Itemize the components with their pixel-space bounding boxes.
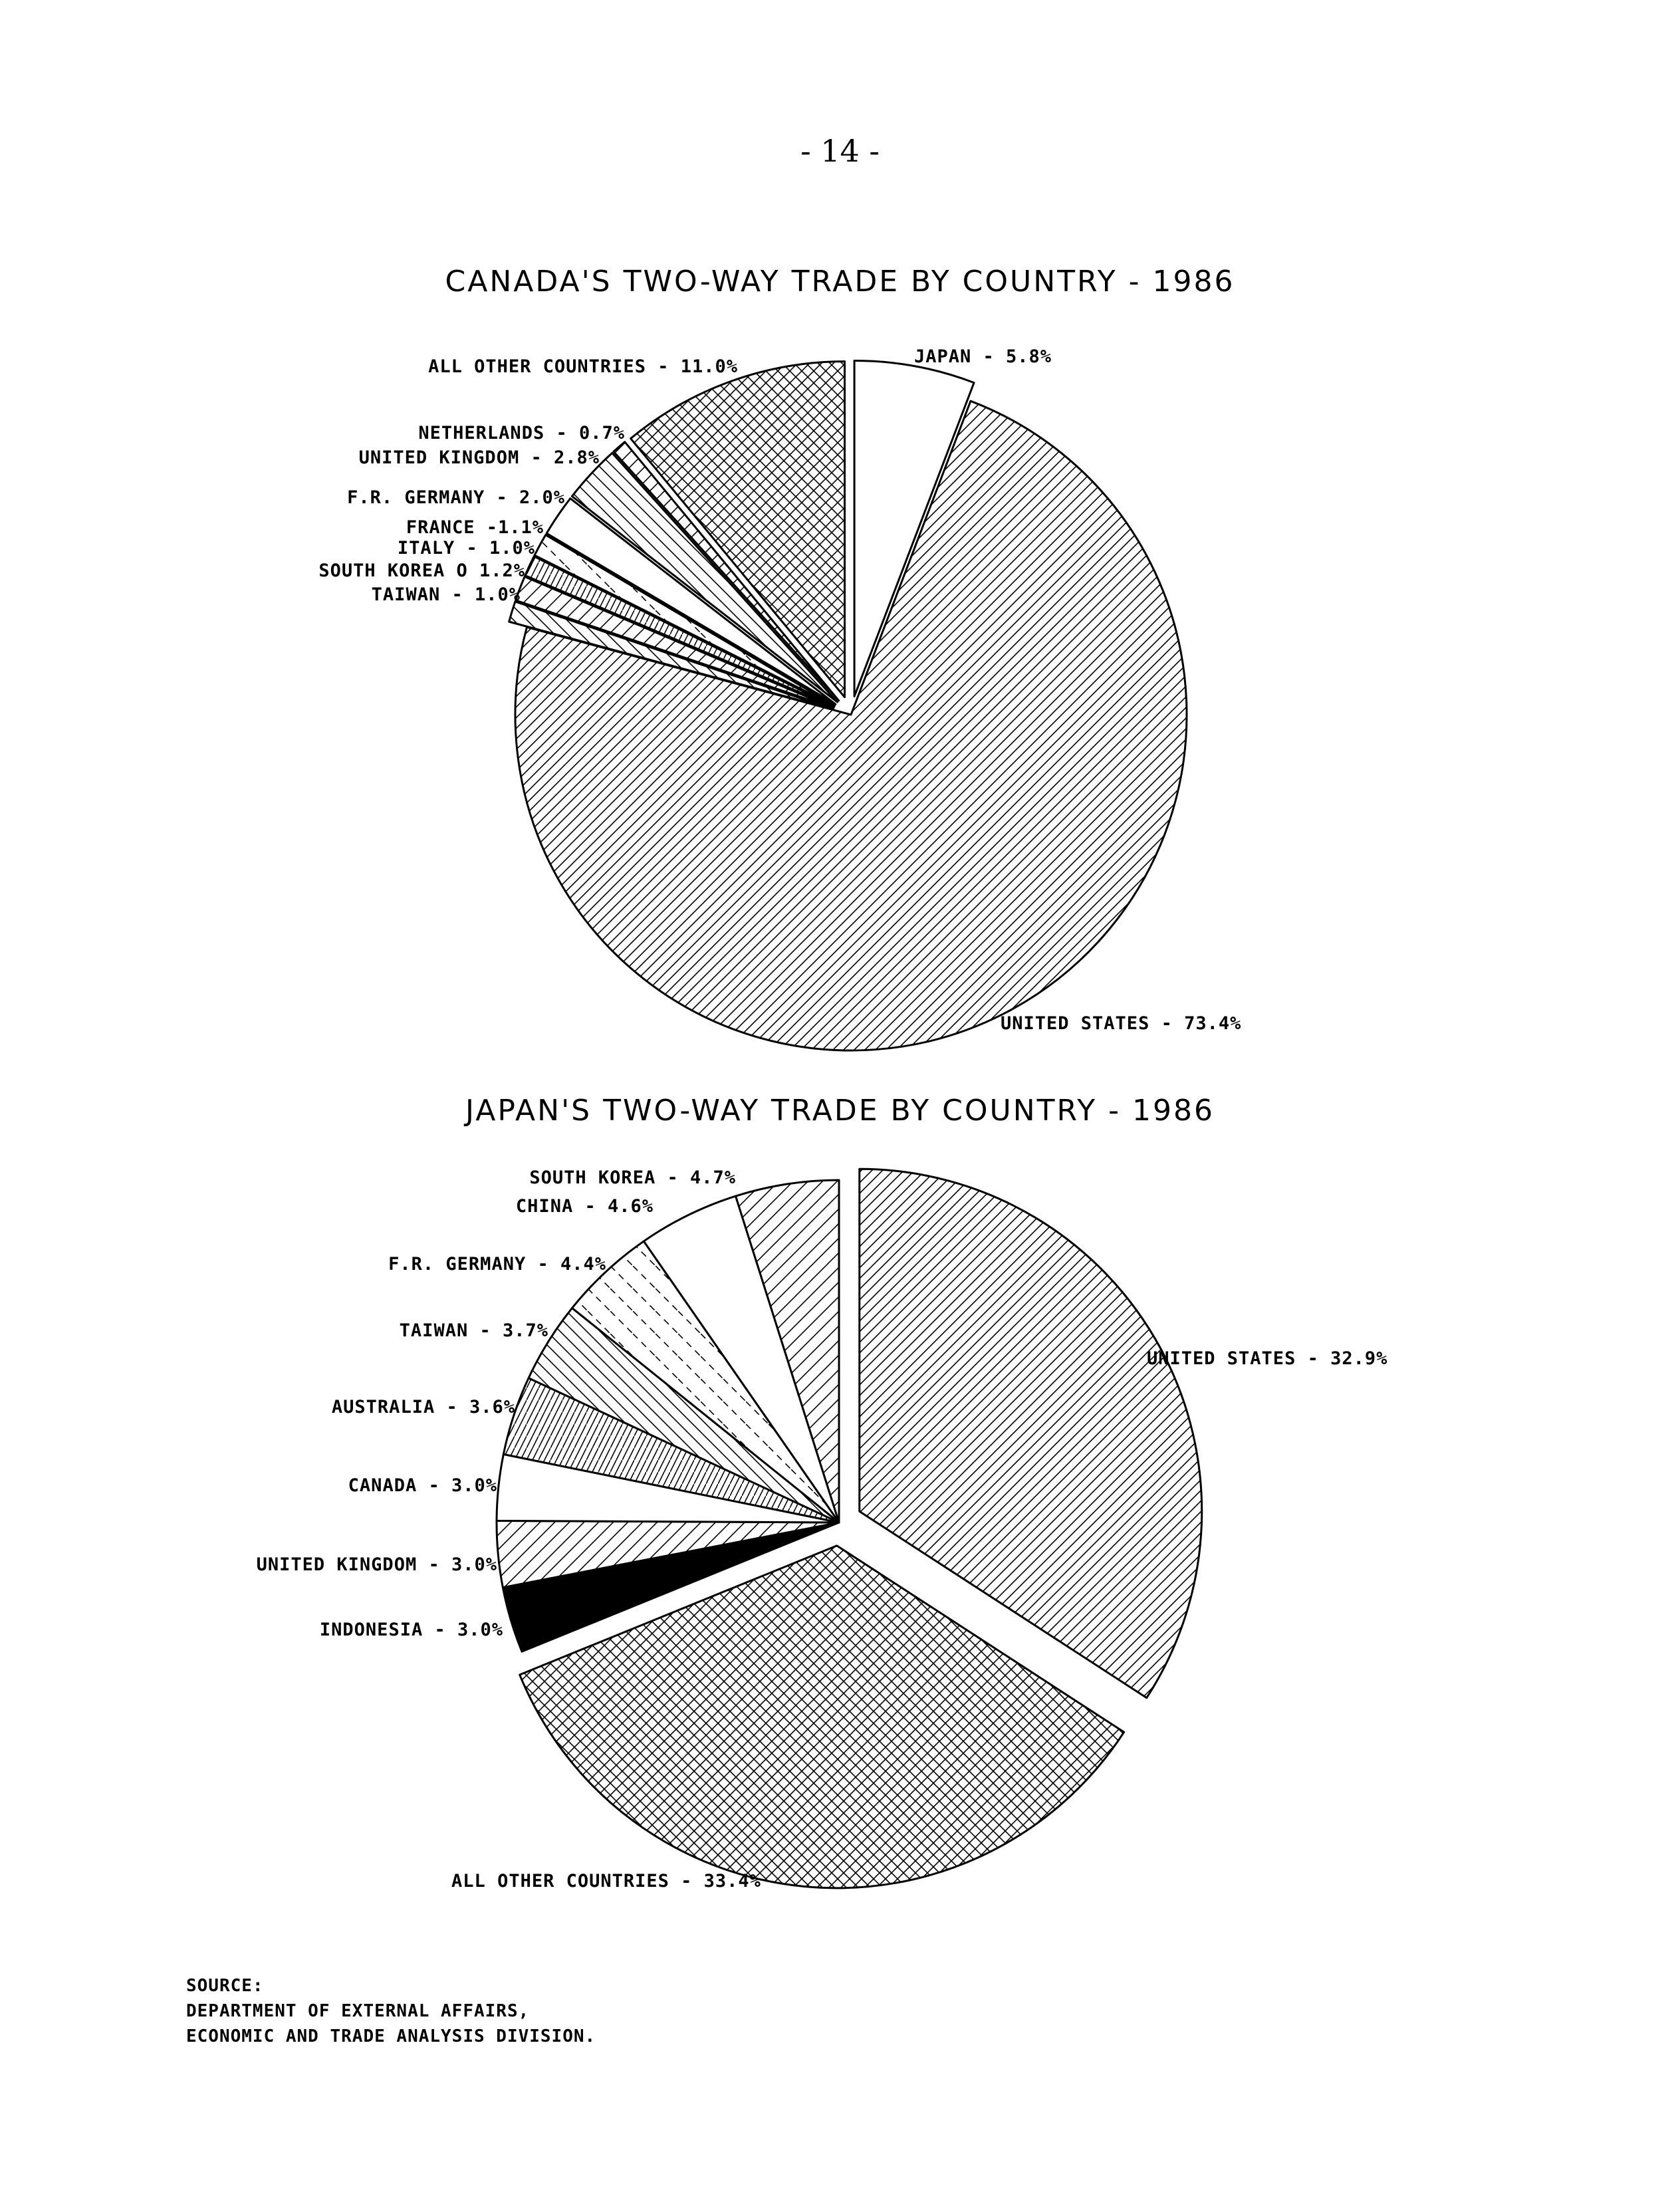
pie-chart-japan	[0, 1157, 1680, 1921]
slice-label-canada: CANADA - 3.0%	[348, 1475, 497, 1496]
slice-label-china: CHINA - 4.6%	[515, 1196, 654, 1217]
chart-title-japan: JAPAN'S TWO-WAY TRADE BY COUNTRY - 1986	[465, 1094, 1215, 1128]
slice-label-australia: AUSTRALIA - 3.6%	[331, 1397, 515, 1417]
slice-label-united-states: UNITED STATES - 73.4%	[1001, 1013, 1242, 1034]
slice-label-taiwan: TAIWAN - 1.0%	[371, 584, 521, 605]
source-heading: SOURCE:	[186, 1976, 264, 1996]
slice-label-united-kingdom: UNITED KINGDOM - 3.0%	[256, 1554, 497, 1575]
page-number: - 14 -	[800, 133, 880, 169]
slice-label-taiwan: TAIWAN - 3.7%	[399, 1320, 548, 1341]
slice-label-netherlands: NETHERLANDS - 0.7%	[418, 423, 625, 443]
slice-label-f-r-germany: F.R. GERMANY - 4.4%	[388, 1254, 606, 1275]
slice-label-f-r-germany: F.R. GERMANY - 2.0%	[347, 487, 565, 508]
slice-label-france: FRANCE -1.1%	[406, 517, 544, 538]
source-line: DEPARTMENT OF EXTERNAL AFFAIRS,	[186, 2001, 530, 2021]
chart-title-canada: CANADA'S TWO-WAY TRADE BY COUNTRY - 1986	[445, 265, 1235, 299]
slice-label-japan: JAPAN - 5.8%	[914, 346, 1052, 367]
pie-chart-canada	[0, 319, 1680, 1077]
source-line: ECONOMIC AND TRADE ANALYSIS DIVISION.	[186, 2026, 596, 2046]
slice-label-indonesia: INDONESIA - 3.0%	[319, 1620, 503, 1640]
slice-label-south-korea: SOUTH KOREA - 4.7%	[529, 1167, 736, 1188]
source-note	[186, 1973, 596, 2049]
slice-label-all-other-countries: ALL OTHER COUNTRIES - 33.4%	[451, 1871, 761, 1891]
slice-label-south-korea: SOUTH KOREA O 1.2%	[318, 560, 525, 581]
slice-label-all-other-countries: ALL OTHER COUNTRIES - 11.0%	[428, 356, 738, 377]
slice-label-italy: ITALY - 1.0%	[397, 538, 535, 558]
slice-label-united-kingdom: UNITED KINGDOM - 2.8%	[358, 447, 600, 468]
slice-label-united-states: UNITED STATES - 32.9%	[1147, 1348, 1388, 1369]
